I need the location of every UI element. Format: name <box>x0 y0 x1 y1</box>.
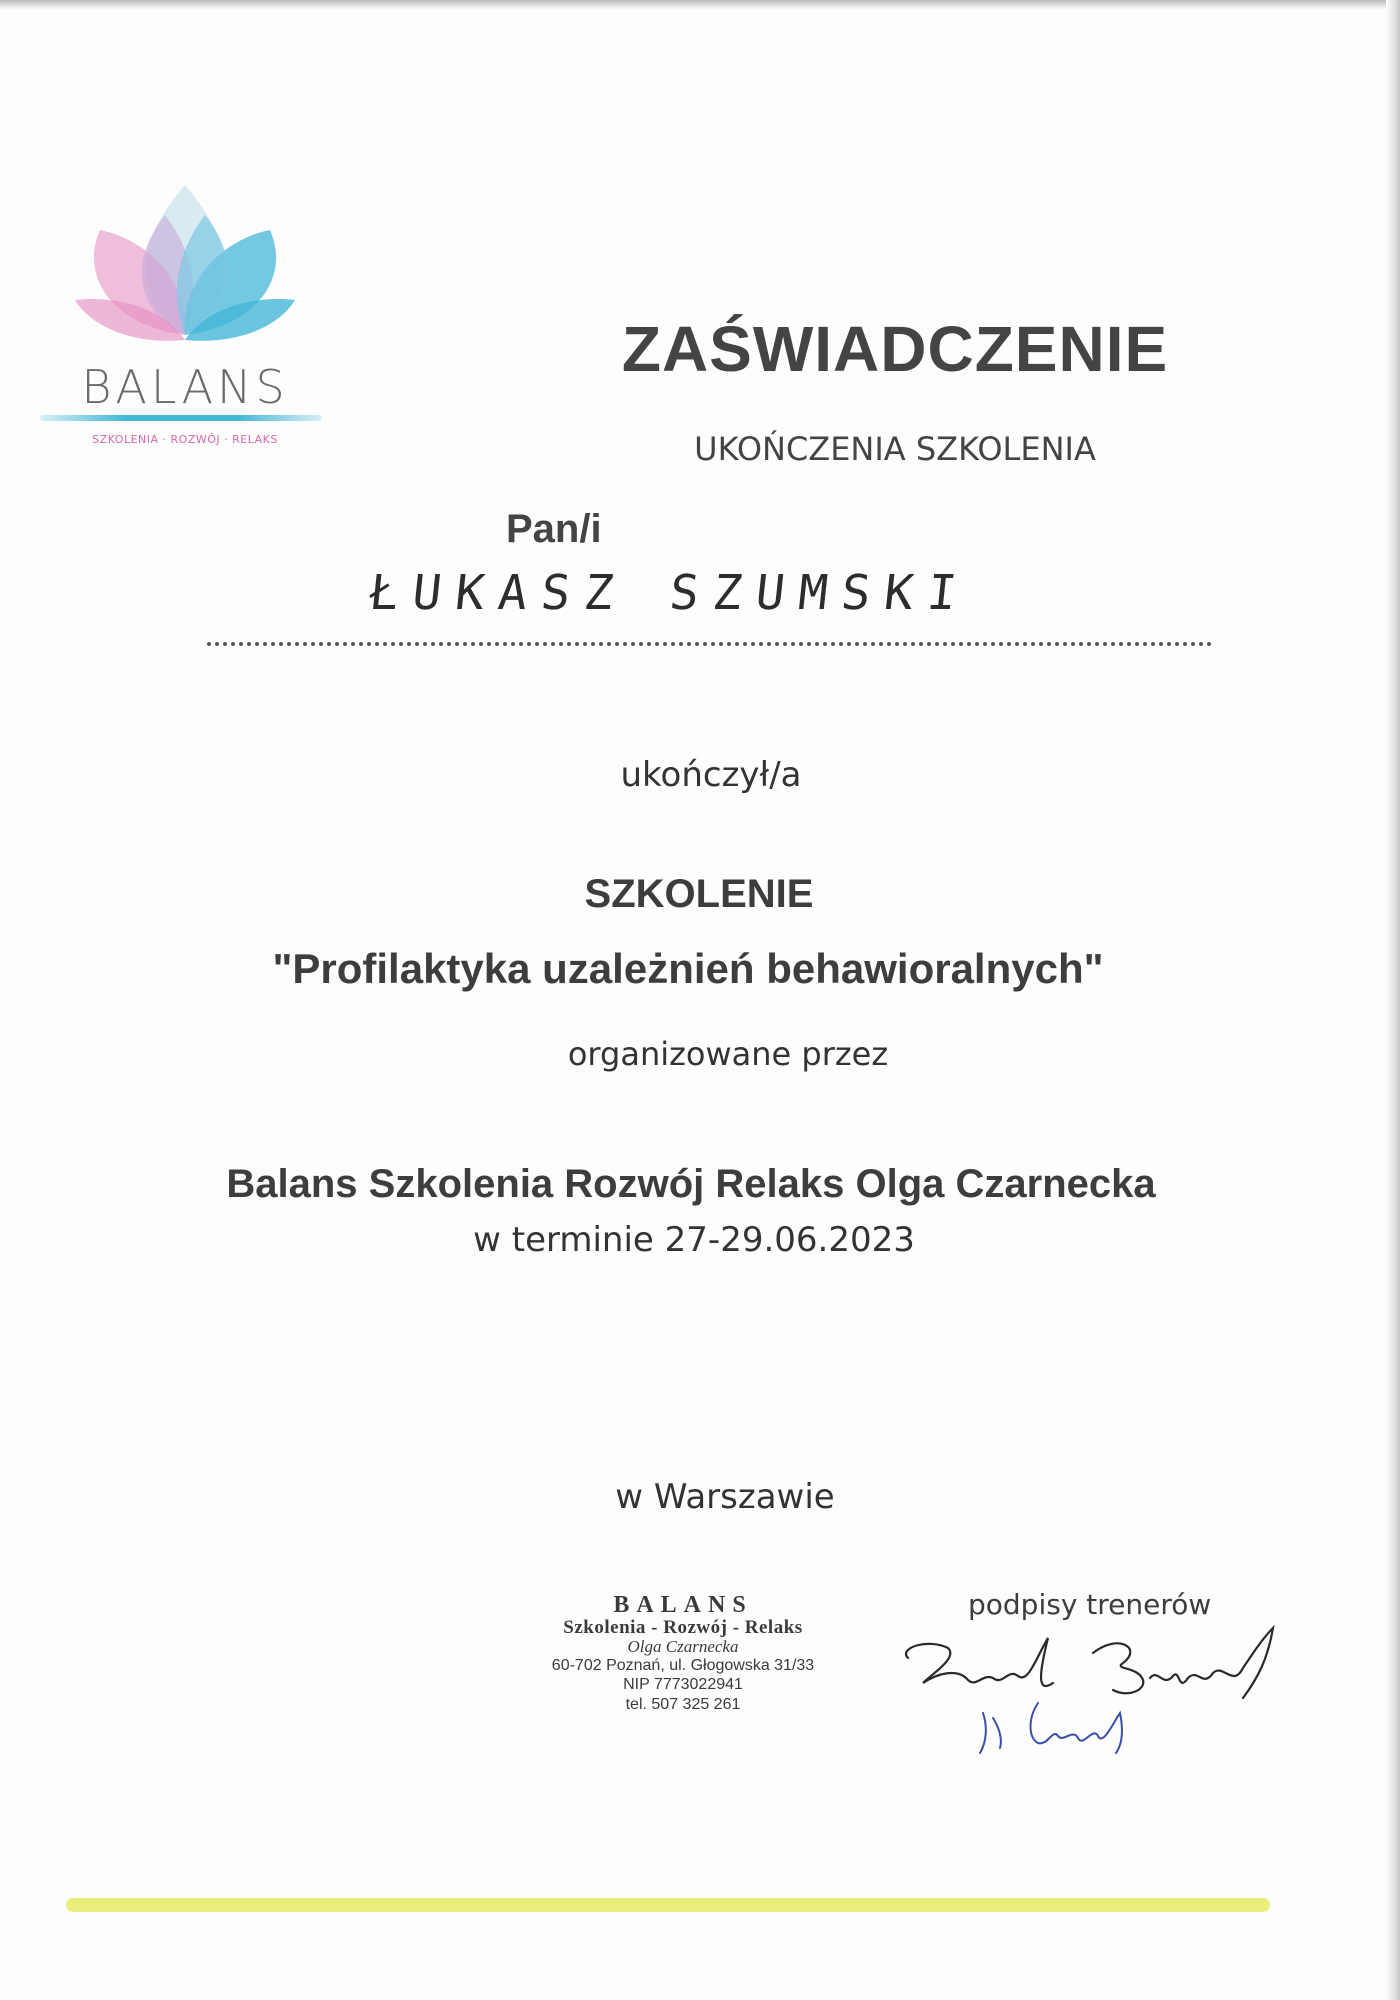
highlight-stroke <box>66 1898 1270 1912</box>
name-dotted-line <box>205 640 1213 648</box>
organizer-name: Balans Szkolenia Rozwój Relaks Olga Czarnecka <box>226 1162 1156 1206</box>
training-name: "Profilaktyka uzależnień behawioralnych" <box>272 945 1104 992</box>
stamp-nip: NIP 7773022941 <box>623 1676 743 1694</box>
trainer-signatures <box>888 1618 1348 1768</box>
recipient-name: ŁUKASZ SZUMSKI <box>366 565 974 621</box>
salutation: Pan/i <box>506 507 602 551</box>
stamp-tagline: Szkolenia - Rozwój - Relaks <box>563 1617 803 1639</box>
logo-tagline: SZKOLENIA · ROZWÓJ · RELAKS <box>92 433 278 446</box>
scan-edge-top <box>0 0 1400 10</box>
stamp-phone: tel. 507 325 261 <box>625 1696 741 1713</box>
company-stamp <box>518 1593 848 1715</box>
training-term: w terminie 27-29.06.2023 <box>473 1220 915 1260</box>
stamp-brand: BALANS <box>613 1592 753 1618</box>
organized-by-text: organizowane przez <box>567 1035 889 1073</box>
training-label: SZKOLENIE <box>584 872 814 916</box>
logo-brand: BALANS <box>81 360 289 414</box>
logo-underline <box>40 415 322 421</box>
completed-text: ukończył/a <box>620 755 802 795</box>
certificate-title: ZAŚWIADCZENIE <box>621 313 1169 385</box>
stamp-owner: Olga Czarnecka <box>627 1637 739 1657</box>
stamp-address: 60-702 Poznań, ul. Głogowska 31/33 <box>551 1656 815 1674</box>
scan-edge-right <box>1386 0 1400 2000</box>
certificate-subtitle: UKOŃCZENIA SZKOLENIA <box>694 430 1096 468</box>
training-place: w Warszawie <box>615 1477 835 1517</box>
signatures-label: podpisy trenerów <box>968 1588 1212 1621</box>
